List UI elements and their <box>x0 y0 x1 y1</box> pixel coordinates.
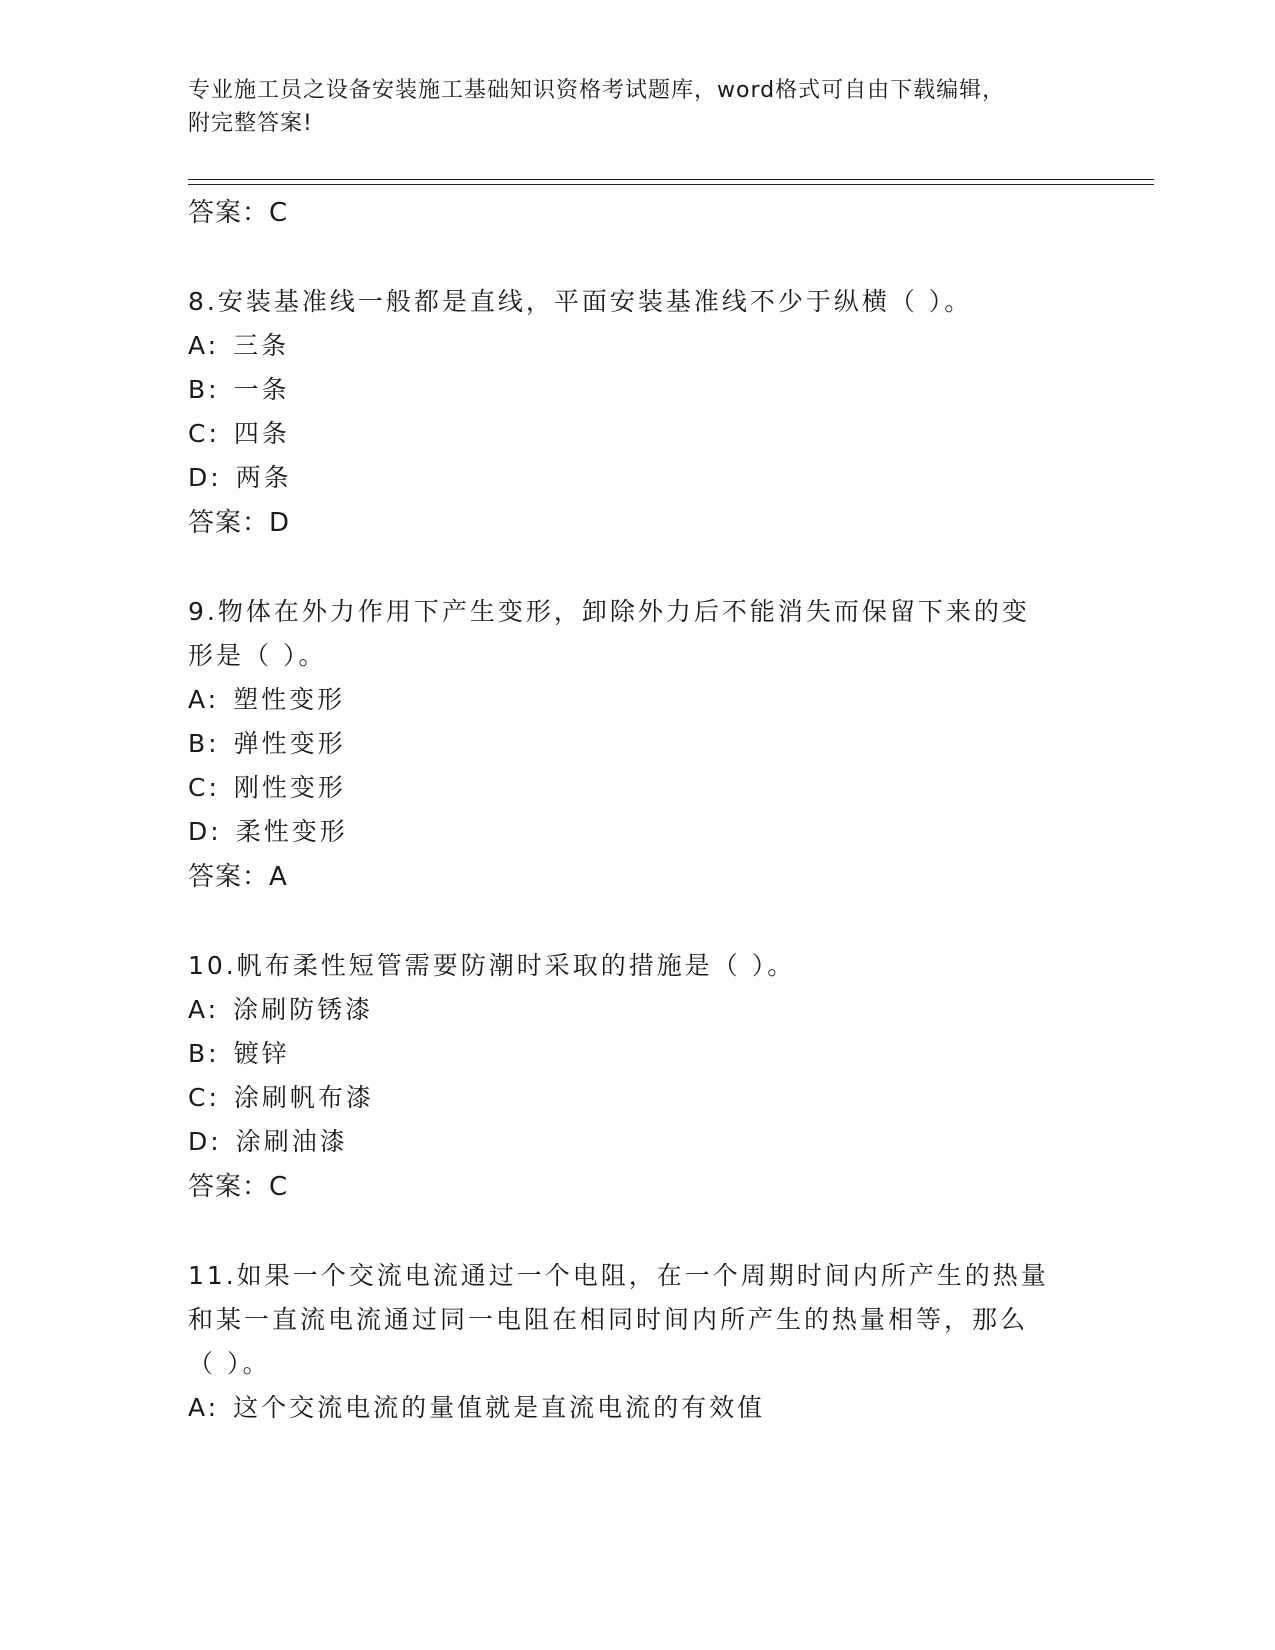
question-10-stem: 10.帆布柔性短管需要防潮时采取的措施是（ ）。 <box>188 951 796 980</box>
question-8-option-a: A: 三条 <box>188 331 290 360</box>
header-line-1: 专业施工员之设备安装施工基础知识资格考试题库，word格式可自由下载编辑， <box>188 78 1006 103</box>
answer-q7: 答案：C <box>188 198 289 228</box>
question-9-stem-line-1: 9.物体在外力作用下产生变形，卸除外力后不能消失而保留下来的变 <box>188 597 1030 626</box>
answer-q9: 答案：A <box>188 862 288 892</box>
question-9-stem-line-2: 形是（ ）。 <box>188 641 327 670</box>
question-8-stem: 8.安装基准线一般都是直线，平面安装基准线不少于纵横（ ）。 <box>188 287 973 316</box>
question-11-stem-line-1: 11.如果一个交流电流通过一个电阻，在一个周期时间内所产生的热量 <box>188 1261 1049 1290</box>
answer-q10: 答案：C <box>188 1172 289 1202</box>
header-line-2: 附完整答案! <box>188 111 313 136</box>
question-9-option-a: A: 塑性变形 <box>188 685 346 714</box>
header-rule-bottom <box>188 184 1154 185</box>
question-8-option-b: B: 一条 <box>188 375 290 404</box>
question-11-stem-line-3: （ ）。 <box>188 1349 271 1378</box>
question-11-option-a: A: 这个交流电流的量值就是直流电流的有效值 <box>188 1393 766 1422</box>
header-rule-top <box>188 179 1154 180</box>
question-10-option-a: A: 涂刷防锈漆 <box>188 995 374 1024</box>
answer-q8: 答案：D <box>188 508 291 538</box>
question-9-option-b: B: 弹性变形 <box>188 729 346 758</box>
question-10-option-d: D: 涂刷油漆 <box>188 1127 348 1156</box>
question-8-option-c: C: 四条 <box>188 419 290 448</box>
question-9-option-d: D: 柔性变形 <box>188 817 348 846</box>
question-10-option-c: C: 涂刷帆布漆 <box>188 1083 374 1112</box>
question-8-option-d: D: 两条 <box>188 463 292 492</box>
question-9-option-c: C: 刚性变形 <box>188 773 346 802</box>
question-11-stem-line-2: 和某一直流电流通过同一电阻在相同时间内所产生的热量相等，那么 <box>188 1305 1029 1334</box>
question-10-option-b: B: 镀锌 <box>188 1039 290 1068</box>
document-header <box>188 74 1068 140</box>
